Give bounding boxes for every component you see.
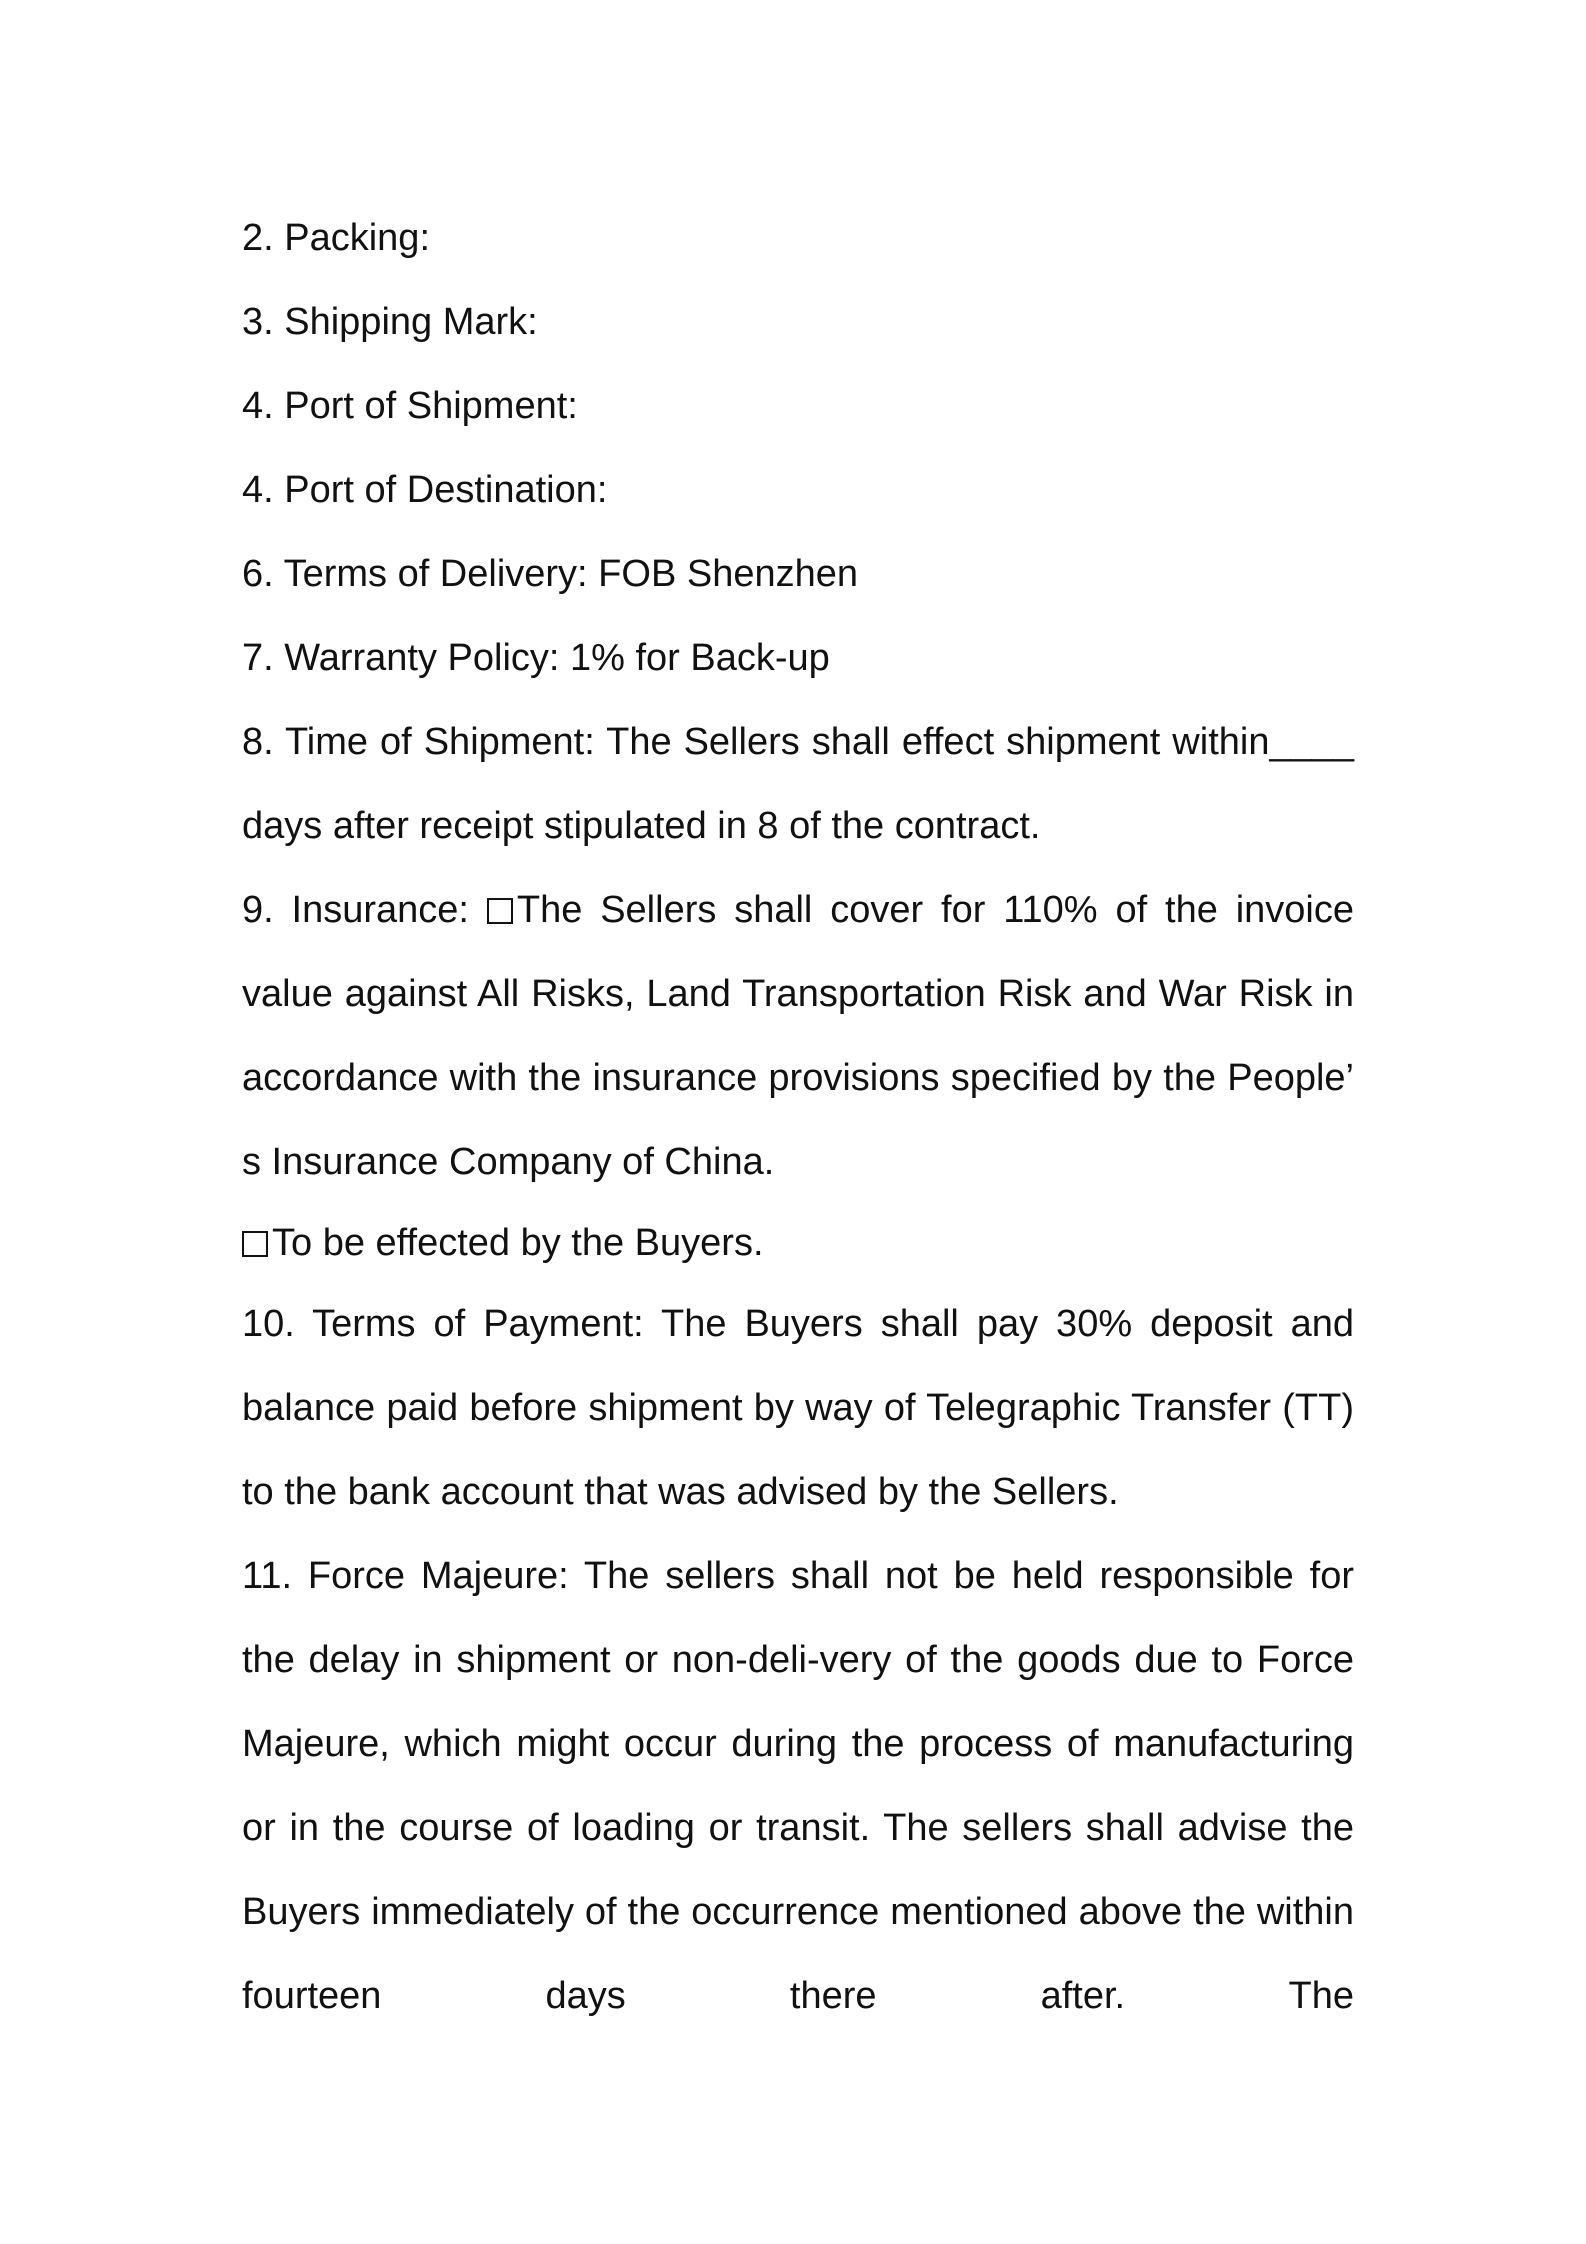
insurance-label: 9. Insurance: xyxy=(242,889,487,931)
clause-terms-of-payment: 10. Terms of Payment: The Buyers shall pay 30% deposit and balance paid before shipment by way of Telegraphic Transfer (TT) to the bank account that was advised by the Sellers. xyxy=(242,1303,1354,1513)
clause-force-majeure: 11. Force Majeure: The sellers shall not be held responsible for the delay in shipment or non-deli-very of the goods due to Force Majeure, which might occur during the process of manufacturing or in the course of loading or transit. The sellers shall advise the Buyers immediately of the occurrence mentioned above the within fourteen days there after. The xyxy=(242,1555,1354,2017)
clause-port-of-destination: 4. Port of Destination: xyxy=(242,469,608,511)
clause-insurance xyxy=(242,868,1354,1204)
insurance-buyers-checkbox[interactable] xyxy=(242,1231,268,1257)
clause-warranty-policy: 7. Warranty Policy: 1% for Back-up xyxy=(242,637,830,679)
insurance-option-buyers: To be effected by the Buyers. xyxy=(272,1222,764,1264)
insurance-sellers-checkbox[interactable] xyxy=(487,898,513,924)
clause-terms-of-delivery: 6. Terms of Delivery: FOB Shenzhen xyxy=(242,553,858,595)
clause-shipping-mark: 3. Shipping Mark: xyxy=(242,301,538,343)
contract-clauses xyxy=(242,196,1354,2038)
insurance-buyers-option xyxy=(242,1204,1354,1282)
clause-packing: 2. Packing: xyxy=(242,217,430,259)
clause-time-of-shipment: 8. Time of Shipment: The Sellers shall effect shipment within____ days after receipt stipulated in 8 of the contract. xyxy=(242,721,1354,847)
insurance-option-sellers: The Sellers shall cover for 110% of the invoice value against All Risks, Land Transportation Risk and War Risk in accordance with the insurance provisions specified by the People’ s Insurance Company of China. xyxy=(242,889,1354,1183)
clause-port-of-shipment: 4. Port of Shipment: xyxy=(242,385,578,427)
